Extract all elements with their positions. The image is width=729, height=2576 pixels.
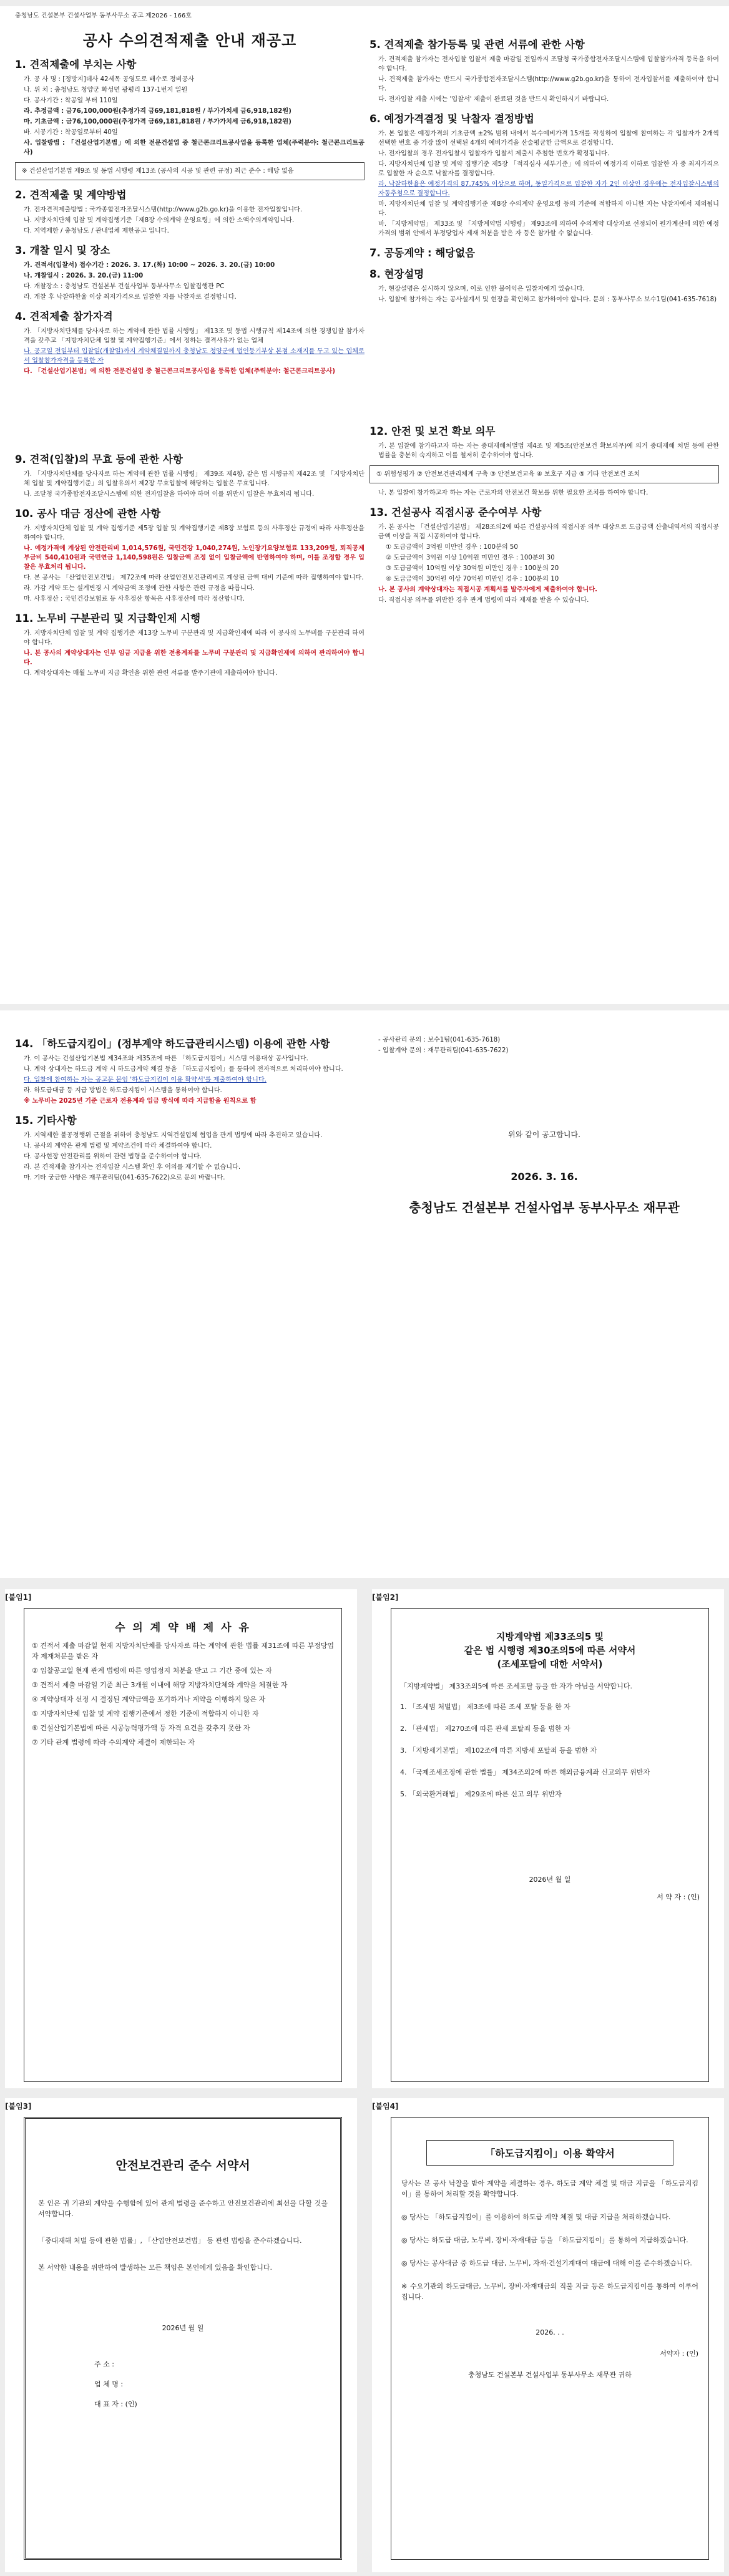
attachment-4 (372, 2098, 724, 2572)
attachment-2 (372, 1589, 724, 2088)
signer-line: 서약자 : (인) (660, 2350, 698, 2358)
field-line: 대 표 자 : (인) (94, 2400, 137, 2408)
list-item: 가. 「지방자치단체를 당사자로 하는 계약에 관한 법률 시행령」 제39조 제4항, 같은 법 시행규칙 제42조 및 「지방자치단체 입찰 및 계약집행기준」의 입찰유의서 제2장 무효입찰에 해당하는 입찰은 무효입니다. (24, 471, 364, 487)
issuer: 충청남도 건설본부 건설사업부 동부사무소 재무관 (409, 1200, 680, 1215)
list-item: 가. 지방자치단체 입찰 및 계약 집행기준 제5장 입찰 및 계약집행기준 제8장 보험료 등의 사후정산 규정에 따라 사후정산을 하여야 합니다. (24, 525, 364, 541)
list-item: 라. 개찰 후 낙찰하한율 이상 최저가격으로 입찰한 자를 낙찰자로 결정합니다. (24, 294, 237, 301)
notice-page-1 (7, 6, 722, 1004)
list-item: 본 서약한 내용을 위반하여 발생하는 모든 책임은 본인에게 있음을 확인합니다. (38, 2264, 272, 2272)
section-1-list (15, 75, 364, 157)
list-item: 3. 「지방세기본법」 제102조에 따른 지방세 포탈죄 등을 범한 자 (400, 1746, 597, 1755)
right-column (369, 1010, 719, 1216)
attachment-frame (24, 2117, 342, 2560)
note: ※ 수요기관의 하도급대금, 노무비, 장비·자재대금의 직불 지급 등은 하도급지킴이를 통하여 이루어집니다. (401, 2282, 698, 2301)
attachment-title: 「하도급지킴이」이용 확약서 (426, 2140, 673, 2166)
list-item: 다. 지역제한 / 충청남도 / 관내업체 제한공고 입니다. (24, 228, 169, 235)
attachment-1 (5, 1589, 357, 2088)
list-item: ④ 계약상대자 선정 시 결정된 계약금액을 포기하거나 계약을 이행하지 않은 자 (32, 1695, 266, 1703)
list-item: 나. 계약 상대자는 하도급 계약 시 하도급계약 체결 등을 「하도급지킴이」를 통하여 전자적으로 처리하여야 합니다. (24, 1066, 343, 1073)
list-item: ④ 도급금액이 30억원 이상 70억원 미만인 경우 : 100분의 10 (386, 576, 559, 583)
list-item: 5. 「외국환거래법」 제29조에 따른 신고 의무 위반자 (400, 1790, 562, 1798)
list-item: 가. 현장설명은 실시하지 않으며, 이로 인한 불이익은 입찰자에게 있습니다. (378, 286, 585, 293)
section-15-heading: 15. 기타사항 (15, 1115, 77, 1126)
field-line: 주 소 : (94, 2360, 114, 2368)
list-item: 다. 본 공사는 「산업안전보건법」 제72조에 따라 산업안전보건관리비로 계상된 금액 대비 기준에 따라 집행하여야 합니다. (24, 574, 364, 581)
list-item: 나. 위 치 : 충청남도 청양군 화성면 광평리 137-1번지 일원 (24, 87, 188, 94)
attachment-tag: [붙임3] (5, 2102, 32, 2111)
attachment-title: 수 의 계 약 배 제 사 유 (115, 1622, 251, 1634)
section-8-heading: 8. 현장설명 (369, 268, 424, 280)
list-item: 본 인은 귀 기관의 계약을 수행함에 있어 관계 법령을 준수하고 안전보건관리에 최선을 다할 것을 서약합니다. (38, 2199, 328, 2218)
list-item: 당사는 본 공사 낙찰을 받아 계약을 체결하는 경우, 하도급 계약 체결 및 대금 지급을 「하도급지킴이」를 통하여 처리할 것을 확약합니다. (401, 2179, 698, 2198)
notice-page-2 (7, 1010, 722, 1578)
notice-date: 2026. 3. 16. (511, 1171, 578, 1183)
attachment-frame (391, 1608, 709, 2082)
list-item: 가. 「지방자치단체를 당사자로 하는 계약에 관한 법률 시행령」 제13조 및 동법 시행규칙 제14조에 의한 경쟁입찰 참가자격을 갖추고 「지방자치단체 입찰 및 계약집행기준」에서 정하는 결격사유가 없는 업체 (24, 328, 364, 344)
attachment-title: 안전보건관리 준수 서약서 (115, 2159, 250, 2172)
list-item: 1. 「조세범 처벌법」 제3조에 따른 조세 포탈 등을 한 자 (400, 1703, 570, 1711)
section-1-box: ※ 건설산업기본법 제9조 및 동법 시행령 제13조 (공사의 시공 및 관련 규정) 최근 준수 : 해당 없음 (15, 162, 364, 180)
signoff: 위와 같이 공고합니다. (508, 1130, 580, 1139)
list-item: 마. 지방자치단체 입찰 및 계약집행기준 제8장 수의계약 운영요령 등의 기준에 적합하지 아니한 자는 낙찰자에서 제외됩니다. (378, 201, 719, 217)
list-item: 「지방계약법」 제33조의5에 따른 조세포탈 등을 한 자가 아님을 서약합니다. (400, 1682, 632, 1690)
list-item: 사. 입찰방법 : 「건설산업기본법」에 의한 전문건설업 중 철근콘크리트공사업을 등록한 업체(주력분야: 철근콘크리트공사) (24, 140, 364, 156)
list-item: 나. 입찰에 참가하는 자는 공사설계서 및 현장을 확인하고 참가하여야 합니다. 문의 : 동부사무소 보수1팀(041-635-7618) (378, 296, 717, 303)
list-item: 다. 지방자치단체 입찰 및 계약 집행기준 제5장 「적격심사 세부기준」에 의하여 예정가격 이하로 입찰한 자 중 최저가격으로 입찰한 자 순으로 낙찰자를 결정합니다. (378, 161, 719, 177)
left-column (15, 1010, 364, 1184)
section-9-heading: 9. 견적(입찰)의 무효 등에 관한 사항 (15, 453, 183, 465)
list-item: ③ 견적서 제출 마감일 기준 최근 3개월 이내에 해당 지방자치단체와 계약을 체결한 자 (32, 1681, 288, 1689)
list-item: 나. 본 공사의 계약상대자는 인부 임금 지급을 위한 전용계좌를 노무비 구분관리 및 지급확인제에 의하여 관리하여야 합니다. (24, 650, 364, 666)
contact-line: - 입찰계약 문의 : 재무관리팀(041-635-7622) (378, 1047, 509, 1054)
section-11-heading: 11. 노무비 구분관리 및 지급확인제 시행 (15, 613, 201, 624)
section-7-heading: 7. 공동계약 : 해당없음 (369, 247, 476, 259)
page-gap (0, 0, 729, 6)
list-item: 다. 「건설산업기본법」에 의한 전문건설업 중 철근콘크리트공사업을 등록한 업체(주력분야: 철근콘크리트공사) (24, 368, 336, 375)
section-3-heading: 3. 개찰 일시 및 장소 (15, 245, 110, 256)
red-note: ※ 노무비는 2025년 기준 근로자 전용계좌 입금 방식에 따라 지급함을 원칙으로 함 (24, 1098, 257, 1105)
attachment-3 (5, 2098, 357, 2572)
notice-title: 공사 수의견적제출 안내 재공고 (82, 32, 297, 49)
attachment-title: 지방계약법 제33조의5 및 같은 법 시행령 제30조의5에 따른 서약서 (조세포탈에 대한 서약서) (464, 1631, 636, 1670)
list-item: 바. 시공기간 : 착공일로부터 40일 (24, 129, 118, 136)
list-item: 나. 전자입찰의 경우 전자입찰시 입찰자가 입찰서 제출시 추첨한 번호가 확정됩니다. (378, 150, 610, 157)
list-item: 다. 개찰장소 : 충청남도 건설본부 건설사업부 동부사무소 입찰집행관 PC (24, 283, 225, 290)
attachment-tag: [붙임1] (5, 1593, 32, 1602)
sign-date: 2026. . . (536, 2328, 564, 2336)
attachment-frame (391, 2117, 709, 2560)
list-item: ② 입찰공고일 현재 관계 법령에 따른 영업정지 처분을 받고 그 기간 중에 있는 자 (32, 1667, 272, 1675)
list-item: ② 도급금액이 3억원 이상 10억원 미만인 경우 : 100분의 30 (386, 554, 555, 561)
list-item: ◎ 당사는 공사대금 중 하도급 대금, 노무비, 자재·건설기계대여 대금에 대해 이를 준수하겠습니다. (401, 2259, 692, 2267)
section-10-heading: 10. 공사 대금 정산에 관한 사항 (15, 508, 161, 520)
sign-date: 2026년 월 일 (162, 2324, 204, 2332)
contact-line: - 공사관리 문의 : 보수1팀(041-635-7618) (378, 1037, 501, 1043)
list-item: 가. 이 공사는 건설산업기본법 제34조와 제35조에 따른 「하도급지킴이」시스템 이용대상 공사입니다. (24, 1055, 308, 1062)
list-item: 4. 「국제조세조정에 관한 법률」 제34조의2에 따른 해외금융계좌 신고의무 위반자 (400, 1768, 650, 1776)
list-item: ⑥ 건설산업기본법에 따른 시공능력평가액 등 자격 요건을 갖추지 못한 자 (32, 1724, 250, 1732)
list-item: 가. 본 입찰에 참가하고자 하는 자는 중대재해처벌법 제4조 및 제5조(안전보건 확보의무)에 의거 중대재해 처벌 등에 관한 법률을 충분히 숙지하고 이를 철저히 준수하여야 합니다. (378, 443, 719, 459)
list-item: 다. 계약상대자는 매월 노무비 지급 확인을 위한 관련 서류를 발주기관에 제출하여야 합니다. (24, 670, 278, 677)
list-item: 바. 「지방계약법」 제33조 및 「지방계약법 시행령」 제93조에 의하여 수의계약 대상자로 선정되어 원가계산에 의한 예정가격의 범위 안에서 부정당업자 제재 처분을 받은 자 등은 참가할 수 없습니다. (378, 221, 719, 237)
list-item: ◎ 당사는 하도급 대금, 노무비, 장비·자재대금 등을 「하도급지킴이」를 통하여 지급하겠습니다. (401, 2236, 688, 2244)
list-item: 라. 하도급대금 등 지급 방법은 하도급지킴이 시스템을 통하여야 합니다. (24, 1087, 222, 1094)
list-item: 나. 견적제출 참가자는 반드시 국가종합전자조달시스템(http://www.g2b.go.kr)을 통하여 전자입찰서를 제출하여야 합니다. (378, 76, 719, 92)
list-item: 다. 공사기간 : 착공일 부터 110일 (24, 97, 118, 104)
list-item: 마. 기타 궁금한 사항은 재무관리팀(041-635-7622)으로 문의 바랍니다. (24, 1174, 225, 1181)
list-item: 나. 공사의 계약은 관계 법령 및 계약조건에 따라 체결하여야 합니다. (24, 1143, 212, 1150)
signer-line: 서 약 자 : (인) (657, 1893, 700, 1901)
list-item: 다. 직접시공 의무를 위반한 경우 관계 법령에 따라 제재를 받을 수 있습니다. (378, 597, 589, 604)
section-12-box: ① 위험성평가 ② 안전보건관리체계 구축 ③ 안전보건교육 ④ 보호구 지급 ⑤ 기타 안전보건 조치 (369, 465, 719, 483)
list-item: 「중대재해 처벌 등에 관한 법률」, 「산업안전보건법」 등 관련 법령을 준수하겠습니다. (38, 2237, 302, 2245)
list-item: 다. 입찰에 참여하는 자는 공고문 붙임 '하도급지킴이 이용 확약서'를 제출하여야 합니다. (24, 1077, 267, 1083)
list-item: 가. 견적서(입찰서) 접수기간 : 2026. 3. 17.(화) 10:00 ~ 2026. 3. 20.(금) 10:00 (24, 262, 275, 269)
list-item: 2. 「관세법」 제270조에 따른 관세 포탈죄 등을 범한 자 (400, 1725, 570, 1733)
list-item: 가. 공 사 명 : [정방지]데사 42세목 공영도로 배수로 정비공사 (24, 76, 195, 83)
list-item: 나. 조달청 국가종합전자조달시스템에 의한 전자입찰을 하여야 하며 이를 위반시 입찰은 무효처리 됩니다. (24, 491, 315, 498)
section-12-heading: 12. 안전 및 보건 확보 의무 (369, 425, 496, 437)
list-item: 가. 본 입찰은 예정가격의 기초금액 ±2% 범위 내에서 복수예비가격 15개를 작성하여 입찰에 참여하는 각 입찰자가 2개씩 선택한 번호 중 가장 많이 선택된 4개의 예비가격을 산술평균한 금액으로 결정합니다. (378, 130, 719, 147)
left-column (15, 6, 364, 679)
section-1-heading: 1. 견적제출에 부치는 사항 (15, 59, 137, 70)
list-item: 나. 공고일 전일부터 입찰일(개찰일)까지 계약체결일까지 충청남도 청양군에 법인등기부상 본점 소재지를 두고 있는 업체로서 입찰참가자격을 등록한 자 (24, 348, 364, 364)
list-item: 나. 본 입찰에 참가하고자 하는 자는 근로자의 안전보건 확보를 위한 필요한 조치를 하여야 합니다. (378, 490, 648, 496)
list-item: 마. 기초금액 : 금76,100,000원(추정가격 금69,181,818원 / 부가가치세 금6,918,182원) (24, 119, 291, 125)
list-item: 라. 본 견적제출 참가자는 전자입찰 시스템 확인 후 이의를 제기할 수 없습니다. (24, 1164, 241, 1171)
list-item: 나. 본 공사의 계약상대자는 직접시공 계획서를 발주자에게 제출하여야 합니다. (378, 586, 598, 593)
attachment-tag: [붙임4] (372, 2102, 399, 2111)
list-item: ◎ 당사는 「하도급지킴이」를 이용하여 하도급 계약 체결 및 대금 지급을 처리하겠습니다. (401, 2213, 671, 2221)
attachment-frame (24, 1608, 342, 2082)
list-item: 마. 사후정산 : 국민건강보험료 등 사후정산 항목은 사후정산에 따라 정산합니다. (24, 596, 245, 603)
list-item: 가. 견적제출 참가자는 전자입찰 입찰서 제출 마감일 전일까지 조달청 국가종합전자조달시스템에 입찰참가자격 등록을 하여야 합니다. (378, 56, 719, 72)
list-item: ⑦ 기타 관계 법령에 따라 수의계약 체결이 제한되는 자 (32, 1738, 195, 1746)
list-item: 라. 낙찰하한율은 예정가격의 87.745% 이상으로 하며, 동일가격으로 입찰한 자가 2인 이상인 경우에는 전자입찰시스템의 자동추첨으로 결정합니다. (378, 181, 719, 197)
section-2-heading: 2. 견적제출 및 계약방법 (15, 189, 127, 201)
section-6-heading: 6. 예정가격결정 및 낙찰자 결정방법 (369, 113, 534, 125)
notice-number: 충청남도 건설본부 건설사업부 동부사무소 공고 제2026 - 166호 (15, 12, 192, 19)
list-item: ① 도급금액이 3억원 미만인 경우 : 100분의 50 (386, 544, 518, 551)
list-item: 나. 예정가격에 계상된 안전관리비 1,014,576원, 국민건강 1,040,274원, 노인장기요양보험료 133,209원, 퇴직공제부금비 540,410원과 국민연금 1,140,598원은 입찰금액 조정 없이 입찰금액에 반영하여야 하며, 이를 조정할 경우 입찰은 무효처리 됩니다. (24, 545, 364, 571)
list-item: 라. 추정금액 : 금76,100,000원(추정가격 금69,181,818원 / 부가가치세 금6,918,182원) (24, 108, 291, 115)
list-item: 가. 전자견적제출방법 : 국가종합전자조달시스템(http://www.g2b.go.kr)을 이용한 전자입찰입니다. (24, 206, 303, 213)
list-item: ⑤ 지방자치단체 입찰 및 계약 집행기준에서 정한 기준에 적합하지 아니한 자 (32, 1710, 259, 1718)
sign-date: 2026년 월 일 (529, 1876, 571, 1884)
list-item: 가. 지역제한 불공정행위 근절을 위하여 충청남도 지역건설업체 협업을 관계 법령에 따라 추진하고 있습니다. (24, 1132, 323, 1139)
list-item: 다. 공사현장 안전관리를 위하여 관련 법령을 준수하여야 합니다. (24, 1153, 202, 1160)
list-item: ① 견적서 제출 마감일 현재 지방자치단체를 당사자로 하는 계약에 관한 법률 제31조에 따른 부정당업자 제재처분을 받은 자 (32, 1642, 334, 1660)
list-item: 가. 본 공사는 「건설산업기본법」 제28조의2에 따른 건설공사의 직접시공 의무 대상으로 도급금액 산출내역서의 직접시공 금액 이상을 직접 시공하여야 합니다. (378, 524, 719, 540)
section-5-heading: 5. 견적제출 참가등록 및 관련 서류에 관한 사항 (369, 39, 585, 51)
list-item: 나. 지방자치단체 입찰 및 계약집행기준「제8장 수의계약 운영요령」에 의한 소액수의계약입니다. (24, 217, 295, 224)
right-column (369, 6, 719, 606)
page-gap (0, 1004, 729, 1010)
list-item: ③ 도급금액이 10억원 이상 30억원 미만인 경우 : 100분의 20 (386, 565, 559, 572)
list-item: 나. 개찰일시 : 2026. 3. 20.(금) 11:00 (24, 273, 144, 279)
section-13-heading: 13. 건설공사 직접시공 준수여부 사항 (369, 506, 542, 518)
list-item: 가. 지방자치단체 입찰 및 계약 집행기준 제13장 노무비 구분관리 및 지급확인제에 따라 이 공사의 노무비를 구분관리 하여야 합니다. (24, 630, 364, 646)
section-14-heading: 14. 「하도급지킴이」(정부계약 하도급관리시스템) 이용에 관한 사항 (15, 1038, 330, 1050)
attachment-tag: [붙임2] (372, 1593, 399, 1602)
list-item: 라. 가감 계약 또는 설계변경 시 계약금액 조정에 관한 사항은 관련 규정을 따릅니다. (24, 585, 255, 592)
section-4-heading: 4. 견적제출 참가자격 (15, 311, 113, 322)
recipient-line: 충청남도 건설본부 건설사업부 동부사무소 재무관 귀하 (468, 2371, 632, 2379)
list-item: 다. 전자입찰 제출 시에는 '입찰서' 제출이 완료된 것을 반드시 확인하시기 바랍니다. (378, 96, 609, 103)
field-line: 업 체 명 : (94, 2380, 124, 2388)
